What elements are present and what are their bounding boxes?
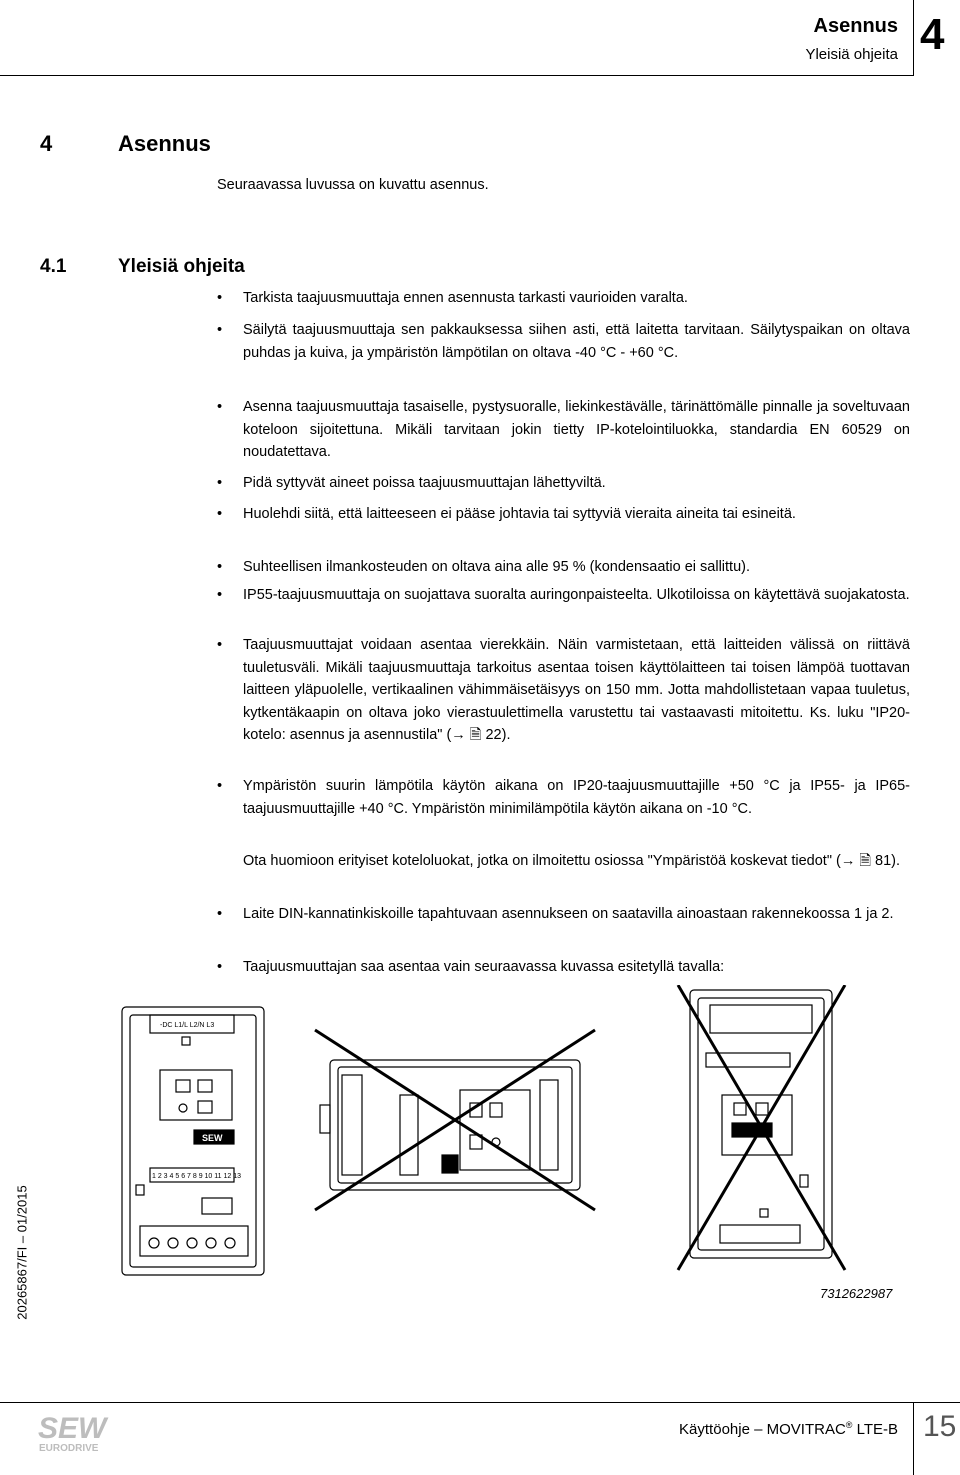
footer-rule xyxy=(0,1402,960,1403)
footer-doc-prefix: Käyttöohje – MOVITRAC xyxy=(679,1421,846,1438)
bullet-item: Laite DIN-kannatinkiskoille tapahtuvaan asennukseen on saatavilla ainoastaan rakennekoossa 1 ja 2. xyxy=(243,906,894,922)
bullet-item: Ympäristön suurin lämpötila käytön aikana on IP20-taajuusmuuttajille +50 °C ja IP55- ja IP65-taajuusmuuttajille +40 °C. Ympäristön minimilämpötila käytön aikana on -10 °C. xyxy=(243,778,910,817)
bullet-note: Ota huomioon erityiset koteloluokat, jotka on ilmoitettu osiossa "Ympäristöä koskevat tiedot" (→ 🗎 81). xyxy=(243,853,901,869)
bullet-marker: • xyxy=(217,290,223,306)
bullet-item: Taajuusmuuttajan saa asentaa vain seuraavassa kuvassa esitetyllä tavalla: xyxy=(243,959,725,975)
bullet-marker: • xyxy=(217,475,223,491)
chapter-intro: Seuraavassa luvussa on kuvattu asennus. xyxy=(217,177,489,193)
header-divider xyxy=(913,0,914,76)
header-title: Asennus xyxy=(813,15,898,37)
bullet-marker: • xyxy=(217,399,223,415)
mounting-orientation-figure xyxy=(110,985,930,1285)
header-rule xyxy=(0,75,914,76)
bullet-item: Taajuusmuuttajat voidaan asentaa vierekkäin. Näin varmistetaan, että laitteiden välissä on riittävä tuuletusväli. Mikäli taajuusmuuttaja tarkoitus asentaa toisen käyttölaitteen tai toisen lämpöä tuottavan laitteen yläpuolelle, vertikaalinen vähimmäisetäisyys on 150 mm. Jotta mahdollistetaan vapaa tuuletus, kytkentäkaapin on oltava joko vierastuulettimella varustettu tai vastaavasti mitoitettu. Ks. luku "IP20-kotelo: asennus ja asennustila" (→ 🗎 22). xyxy=(243,637,910,744)
bullet-item: Pidä syttyvät aineet poissa taajuusmuuttajan lähettyviltä. xyxy=(243,475,606,491)
device-horizontal-wrong xyxy=(320,1060,580,1190)
footer-doc-suffix: LTE-B xyxy=(856,1421,898,1438)
bullet-item: Säilytä taajuusmuuttaja sen pakkauksessa siihen asti, että laitetta tarvitaan. Säilytyspaikan on oltava puhdas ja kuiva, ja ympäristön lämpötilan on oltava -40 °C - +60 °C. xyxy=(243,322,910,361)
page-number: 15 xyxy=(923,1410,957,1443)
logo-text-sew: SEW xyxy=(38,1412,107,1445)
device-vertical-correct xyxy=(122,1007,264,1275)
document-id-side: 20265867/FI – 01/2015 xyxy=(14,1185,30,1320)
header-chapter-number: 4 xyxy=(920,10,945,59)
bullet-marker: • xyxy=(217,959,223,975)
terminal-top-label: -DC L1/L L2/N L3 xyxy=(160,1022,215,1029)
bullet-item: Suhteellisen ilmankosteuden on oltava aina alle 95 % (kondensaatio ei sallittu). xyxy=(243,559,751,575)
bullet-marker: • xyxy=(217,778,223,794)
control-terminal-label: 1 2 3 4 5 6 7 8 9 10 11 12 13 xyxy=(152,1173,242,1180)
figure-id: 7312622987 xyxy=(820,1286,893,1301)
chapter-title: Asennus xyxy=(118,131,211,156)
chapter-number: 4 xyxy=(40,131,53,156)
bullet-marker: • xyxy=(217,637,223,653)
bullet-marker: • xyxy=(217,322,223,338)
sew-eurodrive-logo xyxy=(36,1410,118,1454)
section-title: Yleisiä ohjeita xyxy=(118,256,245,277)
bullet-marker: • xyxy=(217,906,223,922)
footer-document-title xyxy=(679,1420,898,1438)
bullet-item: Huolehdi siitä, että laitteeseen ei pääse johtavia tai syttyviä vieraita aineita tai esineitä. xyxy=(243,506,796,522)
bullet-marker: • xyxy=(217,506,223,522)
footer-divider xyxy=(913,1402,914,1475)
bullet-item: Asenna taajuusmuuttaja tasaiselle, pystysuoralle, liekinkestävälle, tärinättömälle pinnalle ja soveltuvaan koteloon sijoitettuna. Mikäli tarvitaan jokin tietty IP-kotelointiluokka, standardia EN 60529 on noudatettava. xyxy=(243,399,910,461)
header-subtitle: Yleisiä ohjeita xyxy=(805,46,898,63)
logo-text-eurodrive: EURODRIVE xyxy=(39,1443,99,1454)
device-brand-label: SEW xyxy=(202,1133,223,1143)
footer-reg-mark: ® xyxy=(845,1420,853,1430)
cross-mark-upside-down xyxy=(678,985,845,1270)
bullet-marker: • xyxy=(217,587,223,603)
bullet-item: IP55-taajuusmuuttaja on suojattava suoralta auringonpaisteelta. Ulkotiloissa on käytettävä suojakatosta. xyxy=(243,587,910,603)
section-number: 4.1 xyxy=(40,256,67,277)
bullet-item: Tarkista taajuusmuuttaja ennen asennusta tarkasti vaurioiden varalta. xyxy=(243,290,688,306)
bullet-marker: • xyxy=(217,559,223,575)
